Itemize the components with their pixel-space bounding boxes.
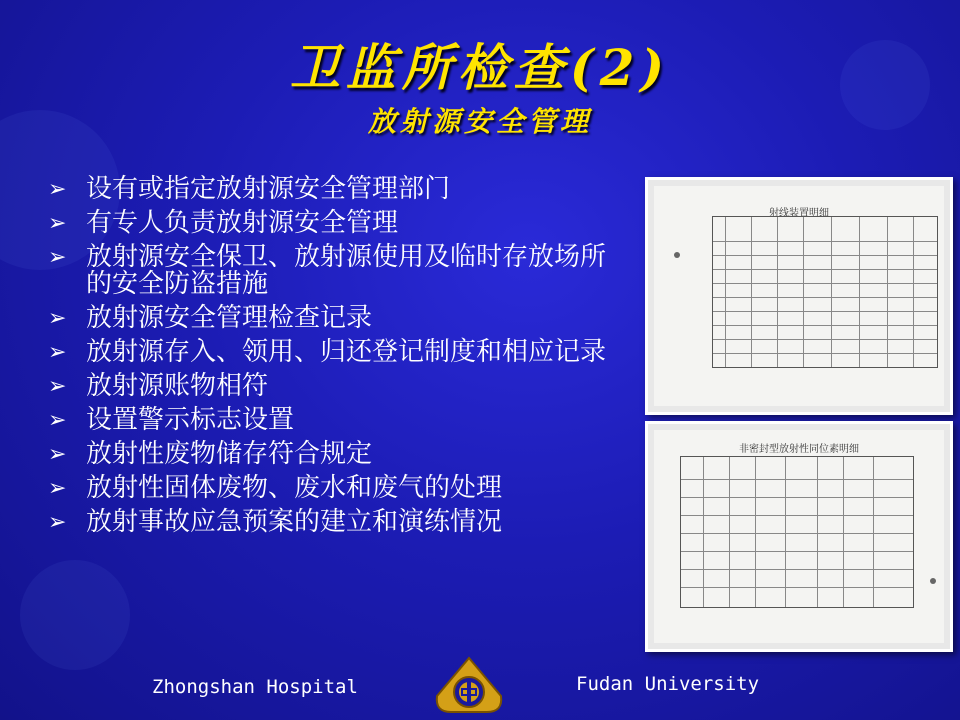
document-heading: 非密封型放射性同位素明细 <box>739 444 859 455</box>
table-line <box>755 457 756 607</box>
table-line <box>681 515 913 516</box>
table-line <box>713 283 937 284</box>
table-line <box>777 217 778 367</box>
bullet-item <box>48 210 628 237</box>
table-line <box>713 269 937 270</box>
bullet-item <box>48 244 628 298</box>
table-line <box>785 457 786 607</box>
table-line <box>713 241 937 242</box>
table-line <box>729 457 730 607</box>
bullet-text: 有专人负责放射源安全管理 <box>86 208 399 238</box>
punch-hole <box>930 578 936 584</box>
document-image-isotopes <box>645 421 953 652</box>
document-page <box>654 186 944 406</box>
bullet-text: 放射事故应急预案的建立和演练情况 <box>86 507 503 537</box>
table-line <box>713 297 937 298</box>
bullet-text: 放射源账物相符 <box>86 371 269 401</box>
arrow-bullet-icon: ➢ <box>48 408 67 433</box>
arrow-bullet-icon: ➢ <box>48 442 67 467</box>
table-line <box>713 311 937 312</box>
bullet-text: 设有或指定放射源安全管理部门 <box>86 174 451 204</box>
table-line <box>859 217 860 367</box>
bullet-item <box>48 509 628 536</box>
table-line <box>681 533 913 534</box>
arrow-bullet-icon: ➢ <box>48 476 67 501</box>
bullet-text: 放射源存入、领用、归还登记制度和相应记录 <box>86 337 607 367</box>
bullet-item <box>48 305 628 332</box>
bullet-text: 放射性固体废物、废水和废气的处理 <box>86 473 503 503</box>
hospital-logo-icon <box>433 656 505 716</box>
bullet-item <box>48 407 628 434</box>
footer-hospital-name: Zhongshan Hospital <box>152 676 358 698</box>
table-line <box>913 217 914 367</box>
document-page <box>654 430 944 643</box>
arrow-bullet-icon: ➢ <box>48 211 67 236</box>
decor-bokeh <box>20 560 130 670</box>
table-line <box>713 255 937 256</box>
slide-title: 卫监所检查(2) <box>289 38 671 97</box>
bullet-item <box>48 475 628 502</box>
bullet-list <box>48 176 628 543</box>
arrow-bullet-icon: ➢ <box>48 245 67 270</box>
table-line <box>713 353 937 354</box>
arrow-bullet-icon: ➢ <box>48 306 67 331</box>
arrow-bullet-icon: ➢ <box>48 340 67 365</box>
table-line <box>725 217 726 367</box>
bullet-item <box>48 441 628 468</box>
document-table <box>712 216 938 368</box>
table-line <box>703 457 704 607</box>
arrow-bullet-icon: ➢ <box>48 374 67 399</box>
table-line <box>681 497 913 498</box>
table-line <box>681 569 913 570</box>
footer-university-name: Fudan University <box>576 673 760 695</box>
bullet-text: 放射源安全管理检查记录 <box>86 303 373 333</box>
document-image-radiation-devices <box>645 177 953 415</box>
bullet-text: 设置警示标志设置 <box>86 405 295 435</box>
table-line <box>681 551 913 552</box>
arrow-bullet-icon: ➢ <box>48 177 67 202</box>
table-line <box>713 339 937 340</box>
table-line <box>887 217 888 367</box>
document-heading: 射线装置明细 <box>769 208 829 219</box>
punch-hole <box>674 252 680 258</box>
table-line <box>751 217 752 367</box>
arrow-bullet-icon: ➢ <box>48 510 67 535</box>
table-line <box>681 479 913 480</box>
table-line <box>873 457 874 607</box>
table-line <box>817 457 818 607</box>
bullet-text: 放射性废物储存符合规定 <box>86 439 373 469</box>
table-line <box>681 587 913 588</box>
bullet-text: 放射源安全保卫、放射源使用及临时存放场所的安全防盗措施 <box>86 242 607 299</box>
table-line <box>831 217 832 367</box>
table-line <box>843 457 844 607</box>
bullet-item <box>48 339 628 366</box>
table-line <box>713 325 937 326</box>
slide-subtitle: 放射源安全管理 <box>367 105 592 138</box>
bullet-item <box>48 373 628 400</box>
table-line <box>803 217 804 367</box>
document-table <box>680 456 914 608</box>
bullet-item <box>48 176 628 203</box>
